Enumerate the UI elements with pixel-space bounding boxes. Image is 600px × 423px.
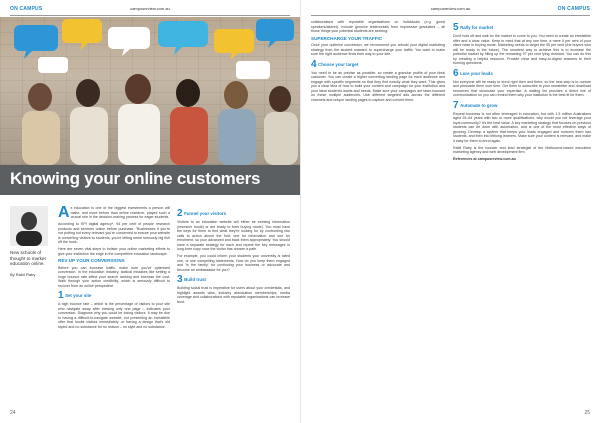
header-rule (10, 15, 290, 16)
section-heading: REV UP YOUR CONVERSIONS (58, 258, 125, 264)
step-number: 5 (453, 22, 459, 33)
step-number: 3 (177, 274, 183, 286)
step-number: 1 (58, 290, 64, 302)
step-5 (453, 23, 591, 32)
author-bio: Rabil Raby is the founder and lead strategist of the Melbourne-based education marketing agency and web development firm. (453, 145, 591, 155)
left-column-2 (177, 206, 290, 307)
step-heading: Rally for market (460, 25, 494, 30)
right-column-2 (453, 20, 591, 164)
references-note: References at campusreview.com.au (453, 157, 516, 162)
page-number-right: 25 (584, 410, 590, 416)
byline: By Rabil Raby (10, 271, 36, 277)
step-heading: Set your site (65, 293, 92, 299)
header-rule (311, 15, 590, 16)
body-paragraph: Here are seven vital steps to bolster your online marketing efforts to give your institution the edge in the competitive education landscape. (58, 247, 170, 256)
right-page (300, 0, 600, 423)
step-text: Visitors to an education website will either be seeking information (research mode) or are ready to form buying mode). You must have the keys for them to find what they're looking for by confronting two calls to action above the fold: one for information and one for enrolment, so your advanced and back them appropriately. You should have a separate strategy for each and repeat the key messages in long-form copy once the visitor has chosen a path. (177, 220, 290, 251)
site-url: campusreview.com.au (130, 6, 170, 11)
step-heading: Build trust (184, 277, 207, 283)
step-heading: Choose your target (318, 61, 359, 67)
article-title: Knowing your online customers (10, 169, 261, 188)
hero-photo (0, 17, 300, 165)
sidebar (10, 206, 50, 277)
section-label: ON CAMPUS (557, 6, 590, 12)
page-number-left: 24 (10, 410, 16, 416)
article-title-banner (0, 165, 300, 195)
running-header (10, 6, 290, 16)
step-text: Building social trust is imperative for users about your credentials, and highlight awards wins, industry association memberships, media coverage and collaborations with reputable organisations can increase trust. (177, 286, 290, 304)
intro-paragraph: As education is one of the biggest investments a person will make, and more before than online research, played such a crucial role in the decision-making process for eager students. (58, 204, 170, 221)
site-url: campusreview.com.au (430, 6, 471, 11)
author-photo (10, 206, 48, 246)
step-number: 7 (453, 99, 459, 111)
section-heading: SUPERCHARGE YOUR TRAFFIC (311, 35, 383, 41)
left-column-1 (58, 206, 170, 332)
body-paragraph: Before you can increase traffic, make sure you've optimised conversion. In the education industry, tactical mistakes like setting a huge bounce rate affect your search ranking and increase the cost. Walk through your action credibility, which is seriously difficult to recover from an online perspective. (58, 265, 170, 288)
step-1 (58, 291, 170, 300)
step-number: 2 (177, 208, 183, 219)
step-text: Not everyone will be ready to enrol right then and there, so the next step is to nurture and persuade them over time. Get them to subscribe to your newsletter and download resources that showcase your expertise. A mailing list provides a direct line of communication so you can remind them why your institution is the best fit for them. (453, 79, 591, 97)
people-with-speech-bubbles-illustration (0, 17, 300, 165)
step-text: Don't hold off and wait for the market to come to you. You need to create an irresistible offer and a clear value. Keep in mind that at any one time, a mere 5 per cent of your client base is buying-mode. Marketing needs to target the 95 per cent (the buyers who will be ready in the future). The smartest way to achieve this is to increase the potential market by filling up the remaining 97 per cent lying dormant. You can do this by creating a helpful resource. Provide clear and easy-to-digest answers to their burning questions. (453, 34, 591, 65)
body-paragraph: According to KPI digital agency*, 94 per cent of people research products and services online before purchase. "Businesses if you're not putting out every relevant you're concerned to ensure your website is converting visitors to students, you're letting some seriously big fish off the hook. (58, 222, 170, 245)
step-text: Repeat business is not often leveraged in education, but with 1.5 million Australians aged 25–64 years with two or more qualifications, why would you not leverage your loyal community? It's the best value. A key marketing strategy that focuses on previous students can be done with automation, and is one of the most effective ways of growing. Develop a system that keeps your leads engaged and nurtures them into students, and then into lifelong learners. Make sure your content is relevant, and make it easy for them to enrol again. (453, 111, 591, 143)
right-column-1 (311, 20, 445, 105)
step-7 (453, 101, 591, 110)
standfirst: New schools of thought to market education online. (10, 250, 46, 267)
body-paragraph: For example, you could inform your students your university is rated one, or use compelling statements. How do you keep them engaged and 'in the family' for continuing your business or advocate and become an ambassador for you? (177, 254, 290, 272)
step-text: A high bounce rate – which is the percentage of visitors to your site who navigate away after viewing only one page – indicates poor conversion. Diagnose why you could be losing visitors. It may be due to having a difficult-to-navigate website, not presenting an irresistible offer that hooks visitors immediately, or having a design that's old styled and no substance for no reason – no style and no substance. (58, 302, 170, 329)
step-heading: Lure your leads (460, 70, 493, 76)
author-avatar (10, 206, 48, 246)
step-number: 4 (311, 58, 317, 70)
section-label: ON CAMPUS (10, 6, 43, 12)
step-text: You need to be as precise as possible, so create a granular profile of your ideal customer. You can create a higher converting landing page for each audience and engage with specific segments so that they find exactly what they want. This gives you a clear idea of how to build your content and campaign for your institution and your ideal student's wants and needs. Make sure your campaigns are laser-focused on these multiple audiences. Use different targeted ads across the different channels and unique landing pages to capture and convert them. (311, 70, 445, 102)
step-heading: Automate to grow (460, 102, 498, 108)
step-heading: Funnel your visitors (184, 211, 227, 216)
step-3 (177, 275, 290, 284)
step-2 (177, 209, 290, 218)
step-6 (453, 69, 591, 78)
step-4 (311, 60, 445, 69)
speech-bubble-group (14, 19, 294, 79)
people-group (22, 74, 298, 165)
running-header (311, 6, 590, 16)
body-paragraph: collaborations with reputable organisations on individuals (e.g. guest speakers/alumni). Include genuine testimonials from impressive graduates – all those things your potential students are seeking. (311, 20, 445, 33)
dropcap: A (58, 204, 70, 221)
body-paragraph: Once your optimise conversion, we recommend you rebuild your digital marketing strategy from the student outward, to supercharge your traffic. You want to make sure the right audience finds their way to your site. (311, 43, 445, 56)
step-number: 6 (453, 67, 459, 79)
